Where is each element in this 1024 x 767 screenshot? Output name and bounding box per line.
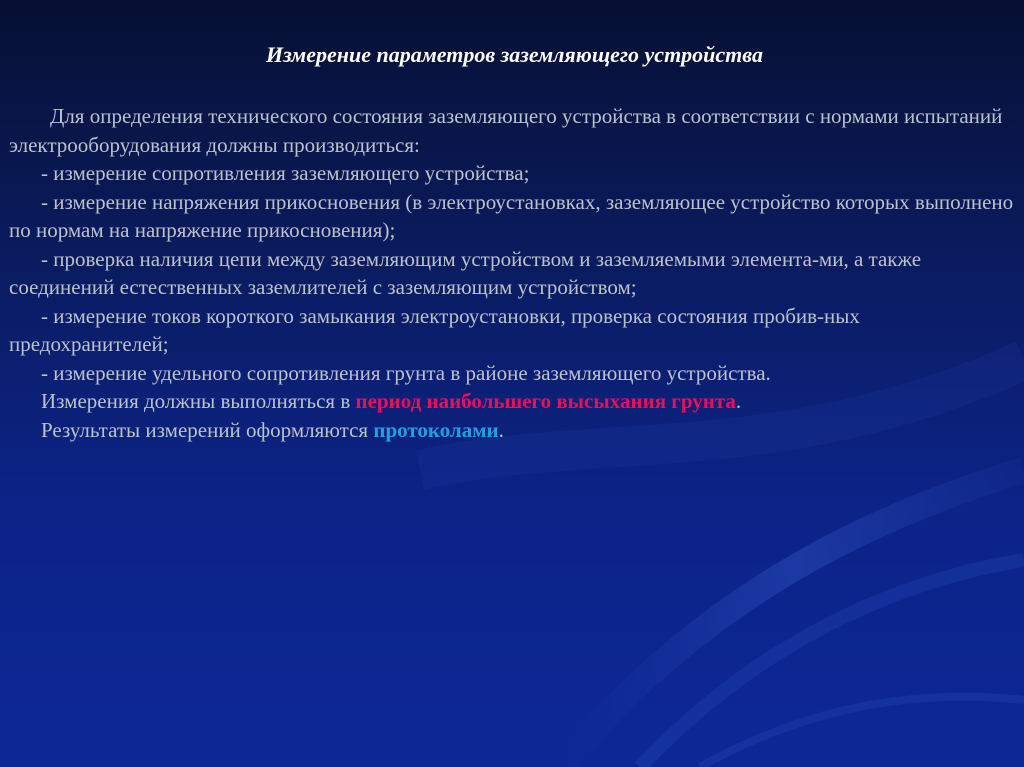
slide-title: Измерение параметров заземляющего устройства [266, 42, 763, 67]
measurement-period-sentence [9, 387, 1014, 416]
measurement-period-suffix: . [735, 389, 742, 413]
list-item: - измерение удельного сопротивления грунта в районе заземляющего устройства. [41, 360, 771, 385]
list-item: - измерение сопротивления заземляющего устройства; [41, 161, 530, 185]
measurement-period-highlight: период наибольшего высыхания грунта [355, 389, 736, 413]
results-highlight: протоколами [373, 417, 499, 442]
results-prefix: Результаты измерений оформляются [41, 417, 374, 442]
measurement-period-prefix: Измерения должны выполняться в [41, 389, 356, 413]
slide-body [9, 102, 1014, 444]
results-suffix: . [498, 417, 504, 442]
results-sentence [9, 416, 1014, 445]
list-item: - измерение напряжения прикосновения (в электроустановках, заземляющее устройство которых выполнено по нормам на напряжение прикосновения); [9, 189, 1014, 242]
intro-paragraph: Для определения технического состояния заземляющего устройства в соответствии с нормами испытаний электрооборудования должны производиться: [9, 104, 1003, 157]
list-item: - измерение токов короткого замыкания электроустановки, проверка состояния пробив-ных предохранителей; [9, 303, 860, 356]
list-item: - проверка наличия цепи между заземляющим устройством и заземляемыми элемента-ми, а также соединений естественных заземлителей с заземляющим устройством; [9, 246, 922, 299]
